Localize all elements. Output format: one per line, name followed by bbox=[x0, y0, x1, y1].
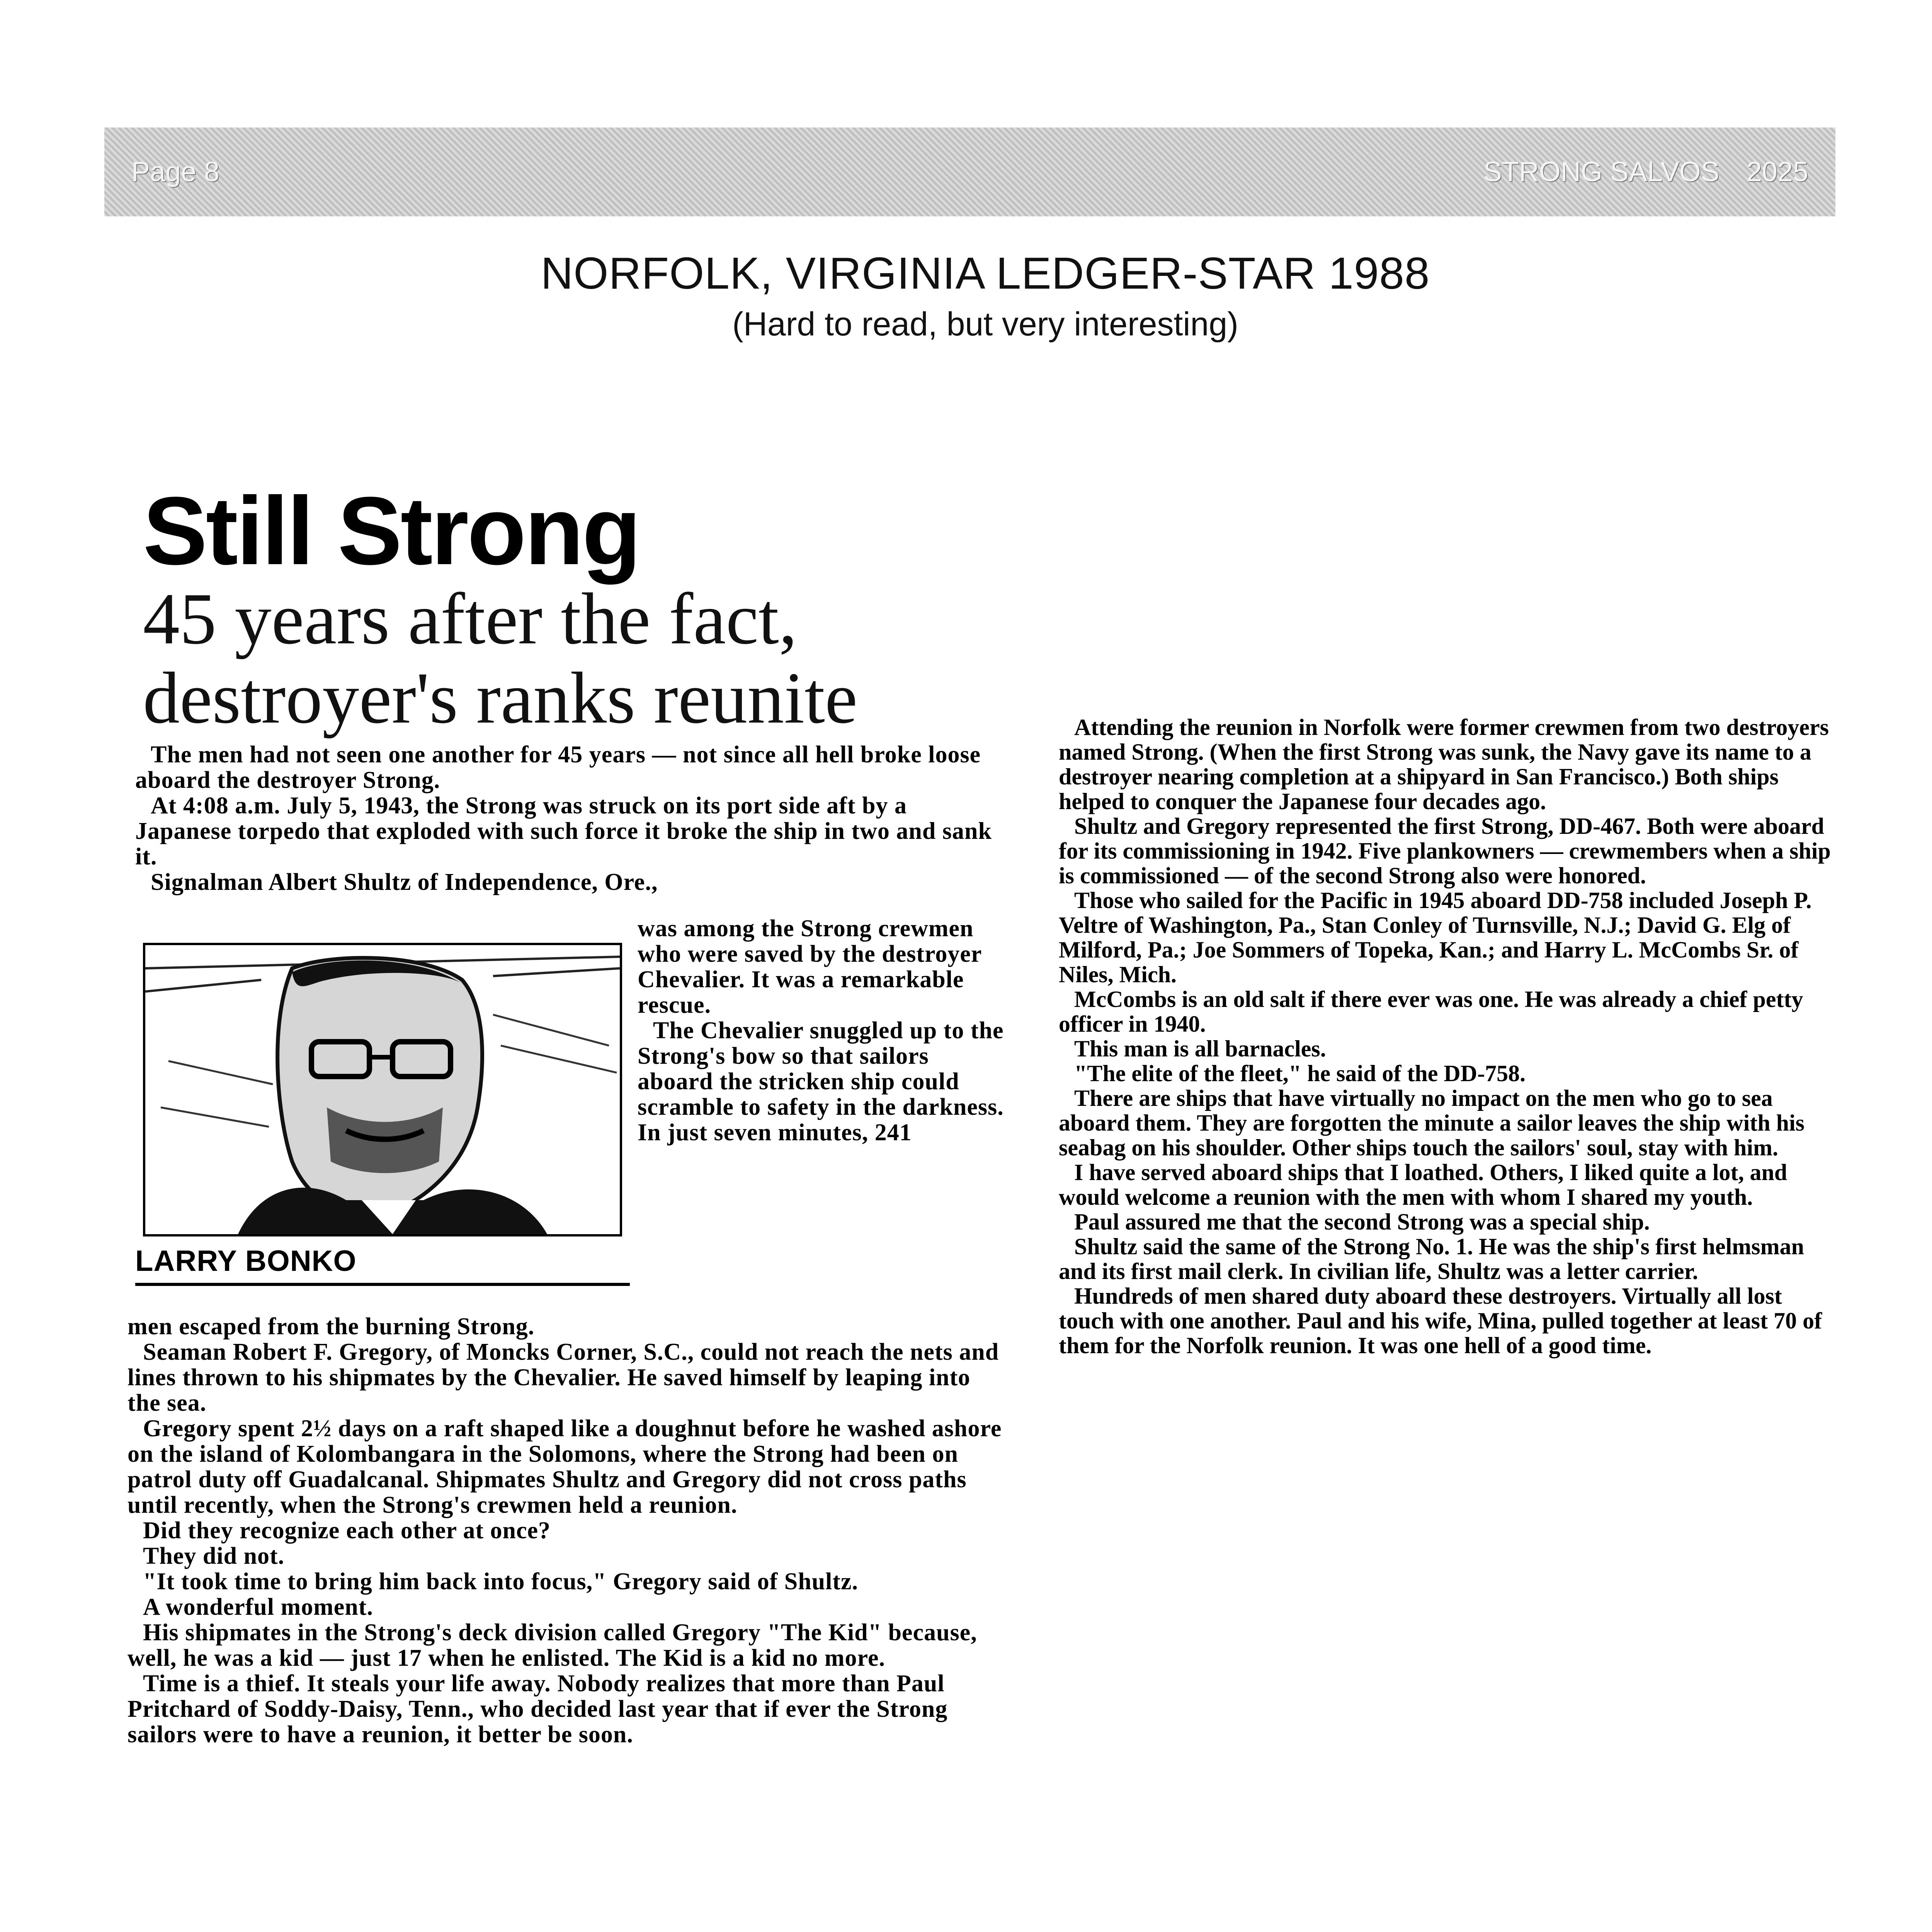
article-deck bbox=[143, 580, 1070, 738]
page-number: Page 8 bbox=[131, 156, 220, 187]
newsletter-name: STRONG SALVOS bbox=[1483, 156, 1719, 187]
deck-line-2: destroyer's ranks reunite bbox=[143, 658, 858, 739]
newsletter-year: 2025 bbox=[1746, 156, 1808, 187]
paragraph: At 4:08 a.m. July 5, 1943, the Strong was struck on its port side aft by a Japanese torpedo that exploded with such force it broke the ship in two and sank it. bbox=[135, 793, 992, 870]
article-column-left-top bbox=[135, 742, 1009, 895]
paragraph: The men had not seen one another for 45 years — not since all hell broke loose aboard the destroyer Strong. bbox=[135, 742, 981, 793]
paragraph: was among the Strong crewmen who were saved by the destroyer Chevalier. It was a remarkable rescue. bbox=[638, 915, 982, 1018]
article-headline: Still Strong bbox=[143, 477, 640, 585]
author-portrait-image bbox=[145, 945, 620, 1234]
author-byline: LARRY BONKO bbox=[135, 1245, 357, 1277]
paragraph: Attending the reunion in Norfolk were former crewmen from two destroyers named Strong. (When the first Strong was sunk, the Navy gave its name to a destroyer nearing completion at a shipyard in San Francisco.) Both ships helped to conquer the Japanese four decades ago. bbox=[1059, 714, 1829, 814]
paragraph: There are ships that have virtually no impact on the men who go to sea aboard them. They are forgotten the minute a sailor leaves the ship with his seabag on his shoulder. Other ships touch the sailors' soul, stay with him. bbox=[1059, 1085, 1804, 1160]
paragraph: The Chevalier snuggled up to the Strong's bow so that sailors aboard the stricken ship could scramble to safety in the darkness. In just seven minutes, 241 bbox=[638, 1017, 1004, 1146]
byline-rule bbox=[135, 1283, 630, 1286]
paragraph: "The elite of the fleet," he said of the DD-758. bbox=[1074, 1061, 1526, 1086]
paragraph: Those who sailed for the Pacific in 1945 aboard DD-758 included Joseph P. Veltre of Washington, Pa., Stan Conley of Turnsville, N.J.; David G. Elg of Milford, Pa.; Joe Sommers of Topeka, Kan.; and Harry L. McCombs Sr. of Niles, Mich. bbox=[1059, 888, 1812, 987]
paragraph: Did they recognize each other at once? bbox=[143, 1517, 551, 1544]
article-column-left-bottom bbox=[128, 1314, 1005, 1747]
paragraph: Time is a thief. It steals your life away. Nobody realizes that more than Paul Pritchard of Soddy-Daisy, Tenn., who decided last year that if ever the Strong sailors were to have a reunion, it better be soon. bbox=[128, 1670, 948, 1748]
article-column-right bbox=[1059, 715, 1832, 1358]
paragraph: His shipmates in the Strong's deck division called Gregory "The Kid" because, well, he was a kid — just 17 when he enlisted. The Kid is a kid no more. bbox=[128, 1619, 977, 1671]
paragraph: Signalman Albert Shultz of Independence, Ore., bbox=[151, 869, 658, 895]
article-column-left-narrow bbox=[638, 916, 1009, 1145]
author-photo bbox=[143, 943, 622, 1236]
source-subtitle: (Hard to read, but very interesting) bbox=[732, 306, 1238, 343]
source-title: NORFOLK, VIRGINIA LEDGER-STAR 1988 bbox=[541, 248, 1430, 298]
paragraph: Seaman Robert F. Gregory, of Moncks Corner, S.C., could not reach the nets and lines thrown to his shipmates by the Chevalier. He saved himself by leaping into the sea. bbox=[128, 1339, 999, 1416]
paragraph: men escaped from the burning Strong. bbox=[128, 1313, 535, 1340]
paragraph: A wonderful moment. bbox=[143, 1594, 373, 1620]
header-right-group bbox=[1483, 156, 1808, 188]
paragraph: McCombs is an old salt if there ever was one. He was already a chief petty officer in 1940. bbox=[1059, 986, 1803, 1037]
paragraph: They did not. bbox=[143, 1543, 285, 1569]
paragraph: Hundreds of men shared duty aboard these destroyers. Virtually all lost touch with one another. Paul and his wife, Mina, pulled together at least 70 of them for the Norfolk reunion. It was one hell of a good time. bbox=[1059, 1283, 1822, 1358]
paragraph: Paul assured me that the second Strong was a special ship. bbox=[1074, 1209, 1650, 1235]
paragraph: Gregory spent 2½ days on a raft shaped like a doughnut before he washed ashore on the island of Kolombangara in the Solomons, where the Strong had been on patrol duty off Guadalcanal. Shipmates Shultz and Gregory did not cross paths until recently, when the Strong's crewmen held a reunion. bbox=[128, 1415, 1002, 1518]
paragraph: I have served aboard ships that I loathed. Others, I liked quite a lot, and would welcome a reunion with the men with whom I shared my youth. bbox=[1059, 1160, 1787, 1210]
paragraph: "It took time to bring him back into focus," Gregory said of Shultz. bbox=[143, 1568, 859, 1595]
paragraph: Shultz said the same of the Strong No. 1. He was the ship's first helmsman and its first mail clerk. In civilian life, Shultz was a letter carrier. bbox=[1059, 1234, 1804, 1284]
page-header-bar bbox=[104, 128, 1835, 216]
paragraph: This man is all barnacles. bbox=[1074, 1036, 1326, 1061]
paragraph: Shultz and Gregory represented the first Strong, DD-467. Both were aboard for its commissioning in 1942. Five plankowners — crewmembers when a ship is commissioned — of the second Strong also were honored. bbox=[1059, 813, 1831, 888]
deck-line-1: 45 years after the fact, bbox=[143, 578, 798, 660]
